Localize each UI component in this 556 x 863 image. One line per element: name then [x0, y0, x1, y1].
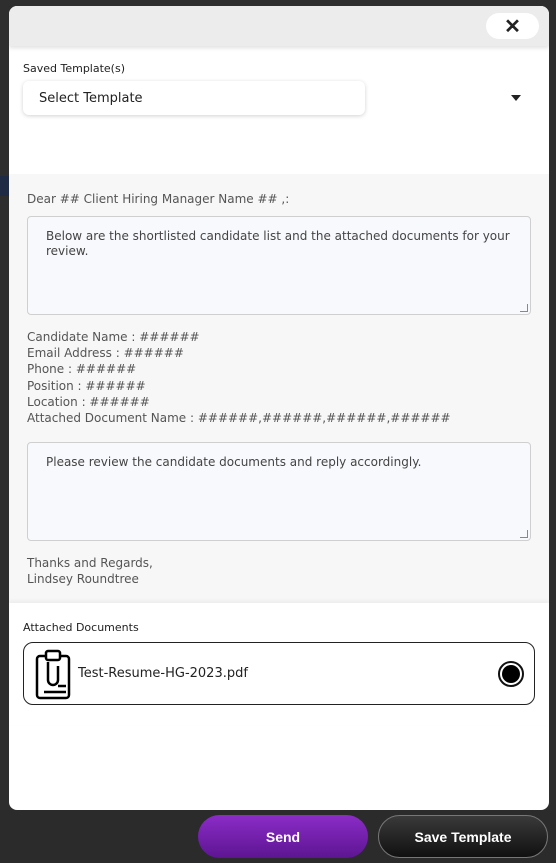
sender-name: Lindsey Roundtree [27, 572, 139, 587]
attachment-select-radio[interactable] [498, 661, 524, 687]
template-select[interactable] [23, 81, 365, 115]
closing-text: Please review the candidate documents and reply accordingly. [46, 455, 422, 470]
template-select-row [23, 81, 535, 115]
email-template-modal [9, 6, 549, 810]
template-section [9, 46, 549, 174]
chevron-down-icon[interactable] [511, 95, 521, 101]
attachment-filename: Test-Resume-HG-2023.pdf [78, 666, 248, 681]
detail-phone: Phone : ###### [27, 362, 137, 377]
close-icon: ✕ [504, 15, 521, 38]
template-select-value: Select Template [39, 90, 143, 106]
send-button[interactable]: Send [198, 815, 368, 858]
detail-location: Location : ###### [27, 394, 150, 409]
saved-templates-label: Saved Template(s) [23, 62, 125, 75]
resize-handle-icon[interactable] [520, 304, 528, 312]
signoff-line: Thanks and Regards, [27, 556, 153, 571]
radio-selected-icon [502, 665, 520, 683]
close-button[interactable] [486, 13, 539, 39]
detail-email-address: Email Address : ###### [27, 346, 184, 361]
save-template-button[interactable]: Save Template [378, 815, 548, 858]
clipboard-attachment-icon [34, 648, 72, 700]
closing-textarea[interactable] [27, 442, 531, 541]
intro-textarea[interactable] [27, 216, 531, 315]
modal-header [9, 6, 549, 46]
resize-handle-icon[interactable] [520, 530, 528, 538]
detail-position: Position : ###### [27, 378, 146, 393]
letter-body [9, 174, 549, 603]
intro-text: Below are the shortlisted candidate list and the attached documents for your review. [46, 229, 510, 258]
attached-documents-label: Attached Documents [23, 621, 139, 634]
candidate-details [27, 329, 531, 426]
greeting-text: Dear ## Client Hiring Manager Name ## ,: [27, 192, 290, 206]
signoff [27, 555, 531, 587]
detail-attached-document-name: Attached Document Name : ######,######,######,###### [27, 411, 451, 426]
detail-candidate-name: Candidate Name : ###### [27, 330, 200, 344]
attachments-section [9, 603, 549, 725]
attachment-item[interactable] [23, 642, 535, 705]
